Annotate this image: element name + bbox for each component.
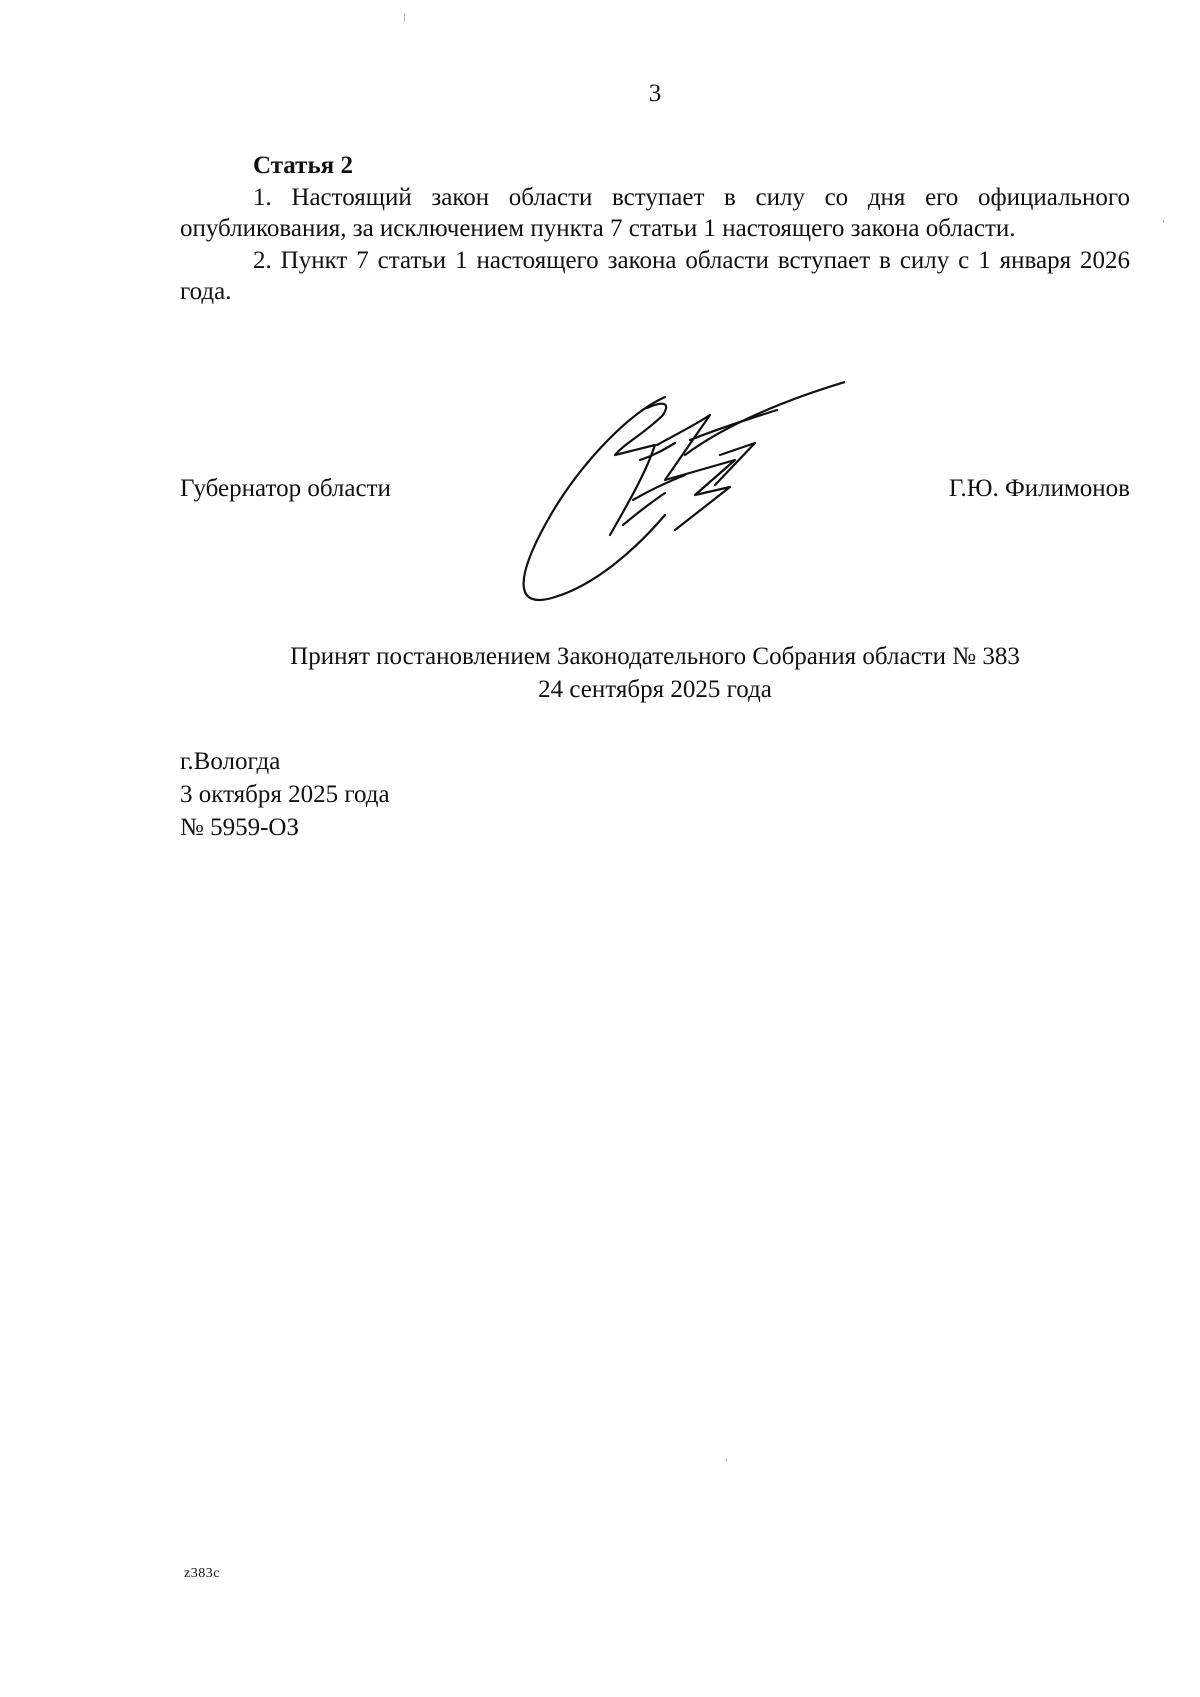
signature-stroke — [524, 397, 665, 600]
scan-mark — [404, 13, 405, 22]
scan-mark — [1163, 220, 1164, 223]
adoption-line-1: Принят постановлением Законодательного Собрания области № 383 — [290, 643, 1020, 670]
signature-stroke — [610, 404, 666, 535]
city: г.Вологда — [180, 748, 281, 775]
place-date-block — [180, 745, 390, 844]
article-heading: Статья 2 — [253, 152, 353, 179]
article-paragraph-1: 1. Настоящий закон области вступает в силу со дня его официального опубликования, за исключением пункта 7 статьи 1 настоящего закона области. — [180, 183, 1130, 242]
adoption-line-2: 24 сентября 2025 года — [538, 676, 772, 703]
signatory-title: Губернатор области — [180, 475, 391, 502]
signature-stroke — [623, 493, 665, 525]
article-paragraph-2: 2. Пункт 7 статьи 1 настоящего закона области вступает в силу с 1 января 2026 года. — [180, 246, 1130, 305]
signature-stroke — [657, 415, 735, 530]
handwritten-signature — [515, 375, 845, 605]
signatory-name: Г.Ю. Филимонов — [948, 475, 1130, 502]
adoption-note — [0, 640, 1200, 706]
scan-mark — [726, 1458, 727, 1461]
law-date: 3 октября 2025 года — [180, 781, 390, 808]
page-number: 3 — [648, 80, 662, 107]
file-code: z383c — [184, 1566, 220, 1581]
signature-stroke — [685, 382, 845, 455]
law-number: № 5959-ОЗ — [180, 814, 300, 841]
article-section — [180, 150, 1130, 308]
